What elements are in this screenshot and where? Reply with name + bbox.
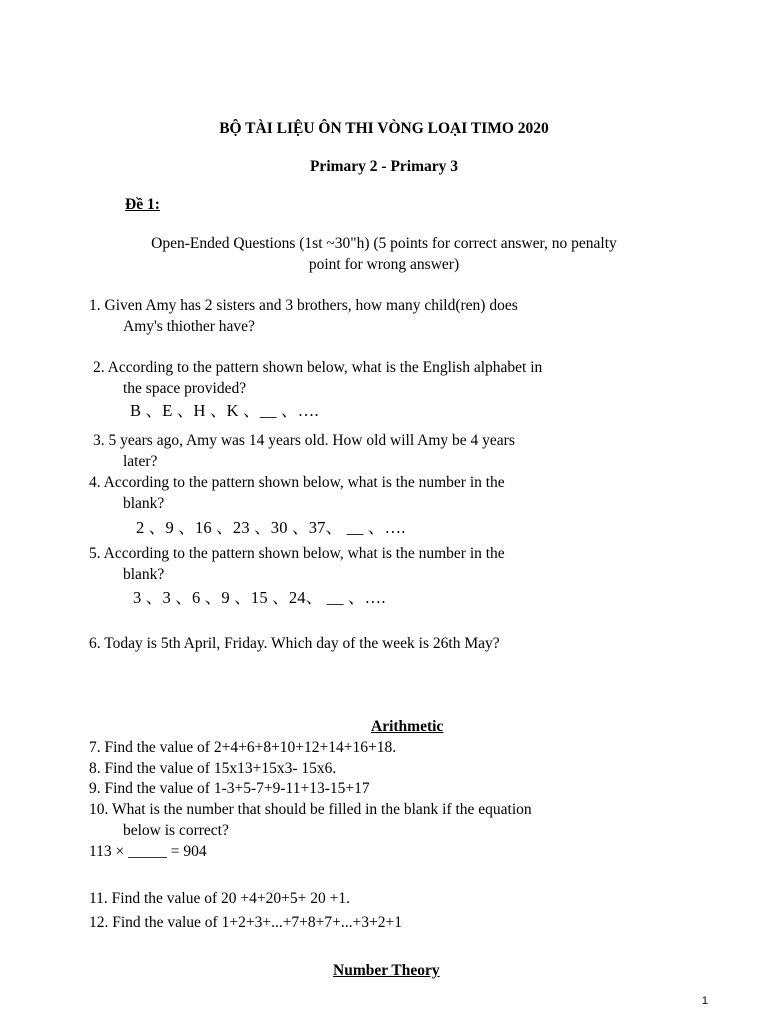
question-5-sequence: 3 、3 、6 、9 、15 、24、 __ 、…. — [133, 588, 386, 607]
exam-label: Đề 1: — [125, 196, 160, 213]
question-5-line-2: blank? — [123, 566, 165, 583]
page-number: 1 — [701, 995, 708, 1007]
question-1-line-2: Amy's thiother have? — [123, 318, 255, 335]
question-2-line-1: 2. According to the pattern shown below, what is the English alphabet in — [93, 359, 543, 376]
question-1-line-1: 1. Given Amy has 2 sisters and 3 brothers, how many child(ren) does — [89, 297, 518, 314]
question-7: 7. Find the value of 2+4+6+8+10+12+14+16+18. — [89, 739, 397, 756]
document-title: BỘ TÀI LIỆU ÔN THI VÒNG LOẠI TIMO 2020 — [219, 120, 549, 137]
question-3-line-1: 3. 5 years ago, Amy was 14 years old. How old will Amy be 4 years — [93, 432, 515, 449]
question-10-line-1: 10. What is the number that should be filled in the blank if the equation — [89, 801, 532, 818]
arithmetic-heading: Arithmetic — [371, 718, 444, 735]
document-subtitle: Primary 2 - Primary 3 — [309, 158, 459, 175]
question-6: 6. Today is 5th April, Friday. Which day of the week is 26th May? — [89, 635, 500, 652]
question-2-sequence: B 、E 、H 、K 、__ 、…. — [130, 401, 319, 420]
intro-line-2: point for wrong answer) — [308, 256, 460, 273]
question-2-line-2: the space provided? — [123, 380, 247, 397]
number-theory-heading: Number Theory — [333, 962, 440, 979]
question-3-line-2: later? — [123, 453, 158, 470]
question-10-equation: 113 × _____ = 904 — [89, 843, 207, 860]
question-11: 11. Find the value of 20 +4+20+5+ 20 +1. — [89, 890, 350, 907]
question-8: 8. Find the value of 15x13+15x3- 15x6. — [89, 760, 337, 777]
question-12: 12. Find the value of 1+2+3+...+7+8+7+...+3+2+1 — [89, 914, 403, 931]
question-10-line-2: below is correct? — [123, 822, 229, 839]
question-4-sequence: 2 、9 、16 、23 、30 、37、 __ 、…. — [136, 518, 406, 537]
intro-line-1: Open-Ended Questions (1st ~30"h) (5 points for correct answer, no penalty — [151, 235, 617, 252]
question-5-line-1: 5. According to the pattern shown below, what is the number in the — [89, 545, 505, 562]
question-4-line-1: 4. According to the pattern shown below, what is the number in the — [89, 474, 505, 491]
question-9: 9. Find the value of 1-3+5-7+9-11+13-15+17 — [89, 780, 370, 797]
question-4-line-2: blank? — [123, 495, 165, 512]
